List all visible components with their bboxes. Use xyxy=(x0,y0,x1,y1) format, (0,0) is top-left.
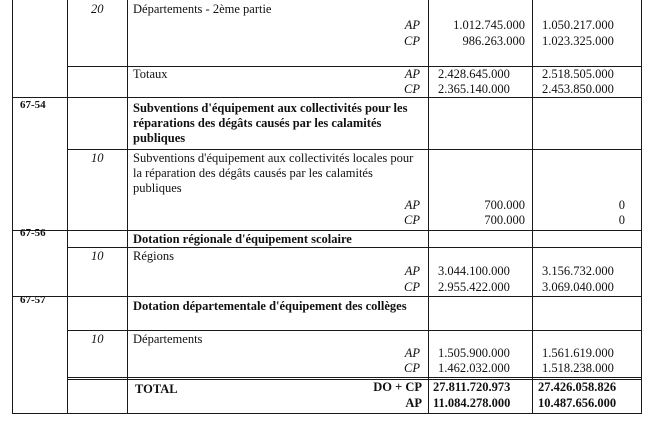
amount-cell: 1.518.238.000 xyxy=(542,361,614,375)
article-title: Subventions d'équipement aux collectivités pour les réparations des dégâts causés par les calamités publiques xyxy=(133,101,408,145)
row-label: Totaux xyxy=(133,67,168,81)
column-rule-label xyxy=(428,0,429,414)
cp-label: CP xyxy=(404,34,420,48)
amount-cell: 1.462.032.000 xyxy=(438,361,510,375)
amount-cell: 1.505.900.000 xyxy=(438,346,510,360)
article-title: Dotation régionale d'équipement scolaire xyxy=(133,232,352,246)
ap-label: AP xyxy=(404,264,420,278)
amount-cell: 700.000 xyxy=(484,213,525,227)
total-amount: 27.811.720.973 xyxy=(433,380,511,394)
ap-label: AP xyxy=(404,67,420,81)
article-title: Dotation départementale d'équipement des collèges xyxy=(133,299,407,313)
row-label: Régions xyxy=(133,249,174,263)
amount-cell: 1.050.217.000 xyxy=(542,18,614,32)
cp-label: CP xyxy=(404,82,420,96)
row-label: Départements - 2ème partie xyxy=(133,2,272,16)
amount-cell: 3.156.732.000 xyxy=(542,264,614,278)
amount-cell: 986.263.000 xyxy=(462,34,525,48)
amount-cell: 1.012.745.000 xyxy=(453,18,525,32)
article-number: 67-56 xyxy=(20,227,46,239)
paragraph-number: 10 xyxy=(91,332,104,346)
total-label: TOTAL xyxy=(135,382,178,396)
row-label: Subventions d'équipement aux collectivités locales pour la réparation des dégâts causés par les calamités publiques xyxy=(133,151,414,195)
cp-label: CP xyxy=(404,280,420,294)
amount-cell: 2.453.850.000 xyxy=(542,82,614,96)
amount-cell: 2.955.422.000 xyxy=(438,280,510,294)
amount-cell: 3.069.040.000 xyxy=(542,280,614,294)
total-rule-top xyxy=(67,377,642,378)
ap-label: AP xyxy=(404,198,420,212)
table-bottom-border xyxy=(12,413,642,414)
amount-cell: 1.561.619.000 xyxy=(542,346,614,360)
column-rule-paragraph xyxy=(127,0,128,414)
row-rule xyxy=(12,296,642,297)
paragraph-number: 10 xyxy=(91,249,104,263)
amount-cell: 1.023.325.000 xyxy=(542,34,614,48)
row-rule xyxy=(67,149,642,150)
amount-cell: 2.518.505.000 xyxy=(542,67,614,81)
article-number: 67-54 xyxy=(20,99,46,111)
amount-cell: 3.044.100.000 xyxy=(438,264,510,278)
column-rule-amount-1 xyxy=(532,0,533,414)
row-rule xyxy=(12,97,642,98)
paragraph-number: 20 xyxy=(91,2,104,16)
amount-cell: 700.000 xyxy=(484,198,525,212)
paragraph-number: 10 xyxy=(91,151,104,165)
amount-cell: 2.428.645.000 xyxy=(438,67,510,81)
row-rule xyxy=(67,330,642,331)
column-rule-article xyxy=(67,0,68,414)
ap-label: AP xyxy=(404,18,420,32)
row-label: Départements xyxy=(133,332,203,346)
amount-cell: 0 xyxy=(618,198,625,212)
total-amount: 10.487.656.000 xyxy=(538,396,617,410)
amount-cell: 2.365.140.000 xyxy=(438,82,510,96)
table-right-border xyxy=(641,0,642,414)
cp-label: CP xyxy=(404,213,420,227)
row-rule xyxy=(12,230,642,231)
article-number: 67-57 xyxy=(20,294,46,306)
row-rule xyxy=(67,247,642,248)
ap-label: AP xyxy=(404,346,420,360)
do-cp-label: DO + CP xyxy=(373,380,422,394)
total-amount: 11.084.278.000 xyxy=(433,396,511,410)
amount-cell: 0 xyxy=(618,213,625,227)
total-amount: 27.426.058.826 xyxy=(538,380,617,394)
ap-label: AP xyxy=(405,396,422,410)
table-left-border xyxy=(12,0,13,414)
cp-label: CP xyxy=(404,361,420,375)
